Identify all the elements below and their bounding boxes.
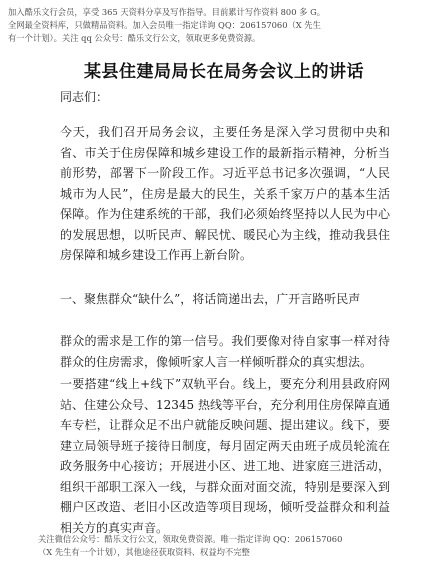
footer-note: [38, 533, 418, 559]
footer-line-2: （X 先生有一个计划），其他途径获取资料、权益均不完整: [38, 547, 250, 557]
section-heading-1: 一、聚焦群众“缺什么”，将话筒递出去，广开言路听民声: [60, 292, 361, 306]
paragraph-platform: 一要搭建“线上+线下”双轨平台。线上，要充分利用县政府网站、住建公众号、12345 热线等平台，充分利用住房保障直通车专栏，让群众足不出户就能反映问题、提出建议。线下，要建立局领导班子接待日制度，每月固定两天由班子成员轮流在政务服务中心接访；开展进小区、进工地、进家庭三进活动，组织干部职工深入一线，与群众面对面交流，特别是要深入到棚户区改造、老旧小区改造等项目现场，倾听受益群众和利益相关方的真实声音。: [60, 377, 390, 535]
footer-line-1: 关注微信公众号：酷乐文行公文，领取免费资源。唯一指定详询 QQ：206157060: [38, 534, 343, 544]
header-banner: [8, 6, 440, 45]
salutation: 同志们：: [60, 90, 109, 104]
paragraph-needs: 群众的需求是工作的第一信号。我们要像对待自家事一样对待群众的住房需求，像倾听家人言一样倾听群众的真实想法。: [60, 334, 390, 369]
banner-line-1: 加入酷乐文行会员，享受 365 天资料分享及写作指导。目前累计写作资料 800 多 G。: [8, 7, 325, 17]
banner-line-2: 全网最全资料库，只做精品资料。加入会员唯一指定详询 QQ：206157060（X 先生: [8, 20, 321, 30]
paragraph-intro: 今天，我们召开局务会议，主要任务是深入学习贯彻中央和省、市关于住房保障和城乡建设工作的最新指示精神，分析当前形势，部署下一阶段工作。习近平总书记多次强调，“人民城市为人民”，住房是最大的民生，关系千家万户的基本生活保障。作为住建系统的干部，我们必须始终坚持以人民为中心的发展思想，以听民声、解民忧、暖民心为主线，推动我县住房保障和城乡建设工作再上新台阶。: [60, 125, 390, 262]
document-title: 某县住建局局长在局务会议上的讲话: [84, 62, 364, 82]
banner-line-3: 有一个计划）。关注 qq 公众号：酷乐文行公文，领取更多免费资源。: [8, 33, 261, 43]
